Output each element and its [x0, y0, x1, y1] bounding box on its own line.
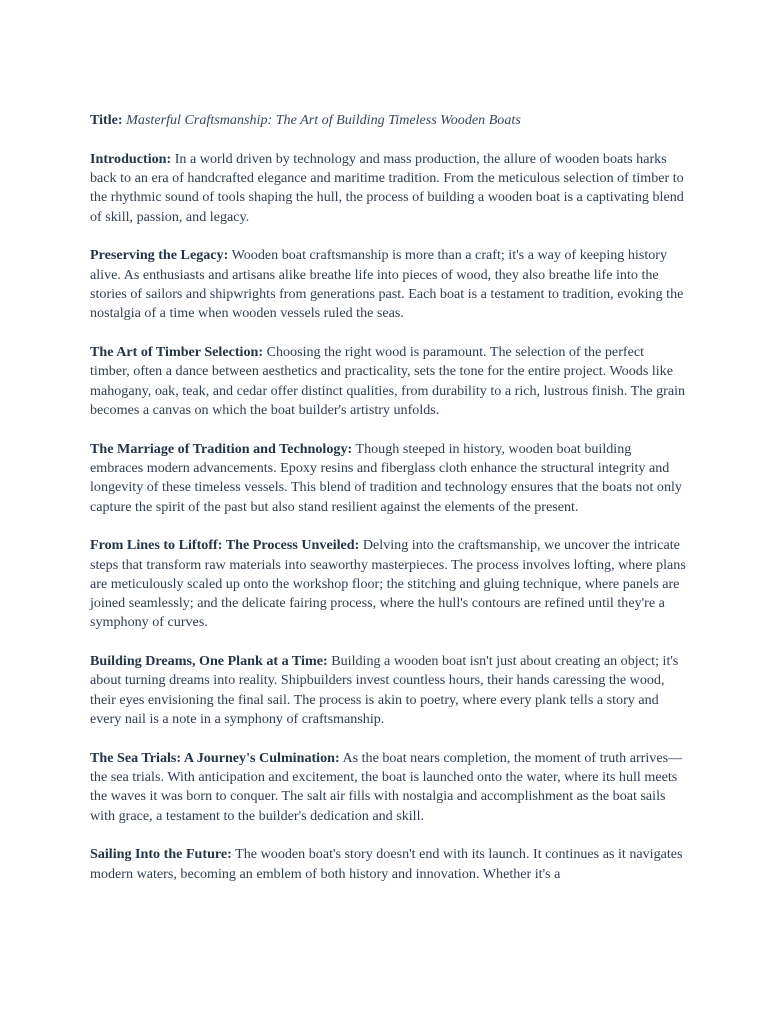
- section-text: As the boat nears completion, the moment of truth arrives—the sea trials. With anticipation and excitement, the boat is launched onto the water, where its hull meets the waves it was born to conquer. The salt air fills with nostalgia and accomplishment as the boat sails with grace, a testament to the builder's dedication and skill.: [90, 749, 683, 824]
- section-heading: The Sea Trials: A Journey's Culmination:: [90, 749, 340, 766]
- section-text: Though steeped in history, wooden boat building embraces modern advancements. Epoxy resins and fiberglass cloth enhance the structural integrity and longevity of these timeless vessels. This blend of tradition and technology ensures that the boats not only capture the spirit of the past but also stand resilient against the elements of the present.: [90, 440, 682, 515]
- section-text: Delving into the craftsmanship, we uncover the intricate steps that transform raw materials into seaworthy masterpieces. The process involves lofting, where plans are meticulously scaled up onto the workshop floor; the stitching and gluing technique, where panels are joined seamlessly; and the delicate fairing process, where the hull's contours are refined until they're a symphony of curves.: [90, 537, 686, 631]
- document-body: [90, 111, 686, 903]
- section-heading: The Marriage of Tradition and Technology:: [90, 440, 353, 457]
- section-text: Building a wooden boat isn't just about creating an object; it's about turning dreams into reality. Shipbuilders invest countless hours, their hands caressing the wood, their eyes envisioning the final sail. The process is akin to poetry, where every plank tells a story and every nail is a note in a symphony of craftsmanship.: [90, 653, 679, 727]
- section-text: The wooden boat's story doesn't end with its launch. It continues as it navigates modern waters, becoming an emblem of both history and innovation. Whether it's a: [90, 846, 683, 882]
- section-heading: Preserving the Legacy:: [90, 247, 229, 264]
- title-label: Title:: [90, 112, 123, 128]
- section-text: In a world driven by technology and mass production, the allure of wooden boats harks back to an era of handcrafted elegance and maritime tradition. From the meticulous selection of timber to the rhythmic sound of tools shaping the hull, the process of building a wooden boat is a captivating blend of skill, passion, and legacy.: [90, 150, 684, 225]
- section-timber-selection: [90, 343, 686, 420]
- section-heading: Sailing Into the Future:: [90, 846, 232, 863]
- document-title: [90, 111, 686, 130]
- title-text: Masterful Craftsmanship: The Art of Building Timeless Wooden Boats: [126, 112, 521, 128]
- section-text: Wooden boat craftsmanship is more than a craft; it's a way of keeping history alive. As enthusiasts and artisans alike breathe life into pieces of wood, they also breathe life into the stories of sailors and shipwrights from generations past. Each boat is a testament to tradition, evoking the nostalgia of a time when wooden vessels ruled the seas.: [90, 247, 684, 322]
- section-introduction: [90, 150, 686, 227]
- section-heading: From Lines to Liftoff: The Process Unveiled:: [90, 537, 360, 554]
- section-building-dreams: [90, 652, 686, 729]
- section-text: Choosing the right wood is paramount. The selection of the perfect timber, often a dance between aesthetics and practicality, sets the tone for the entire project. Woods like mahogany, oak, teak, and cedar offer distinct qualities, from durability to a rich, lustrous finish. The grain becomes a canvas on which the boat builder's artistry unfolds.: [90, 344, 686, 418]
- section-heading: The Art of Timber Selection:: [90, 344, 264, 361]
- section-tradition-technology: [90, 440, 686, 517]
- section-sea-trials: [90, 749, 686, 826]
- section-sailing-future: [90, 845, 686, 884]
- section-heading: Introduction:: [90, 150, 172, 167]
- section-heading: Building Dreams, One Plank at a Time:: [90, 653, 328, 670]
- section-preserving-legacy: [90, 246, 686, 323]
- section-process-unveiled: [90, 536, 686, 632]
